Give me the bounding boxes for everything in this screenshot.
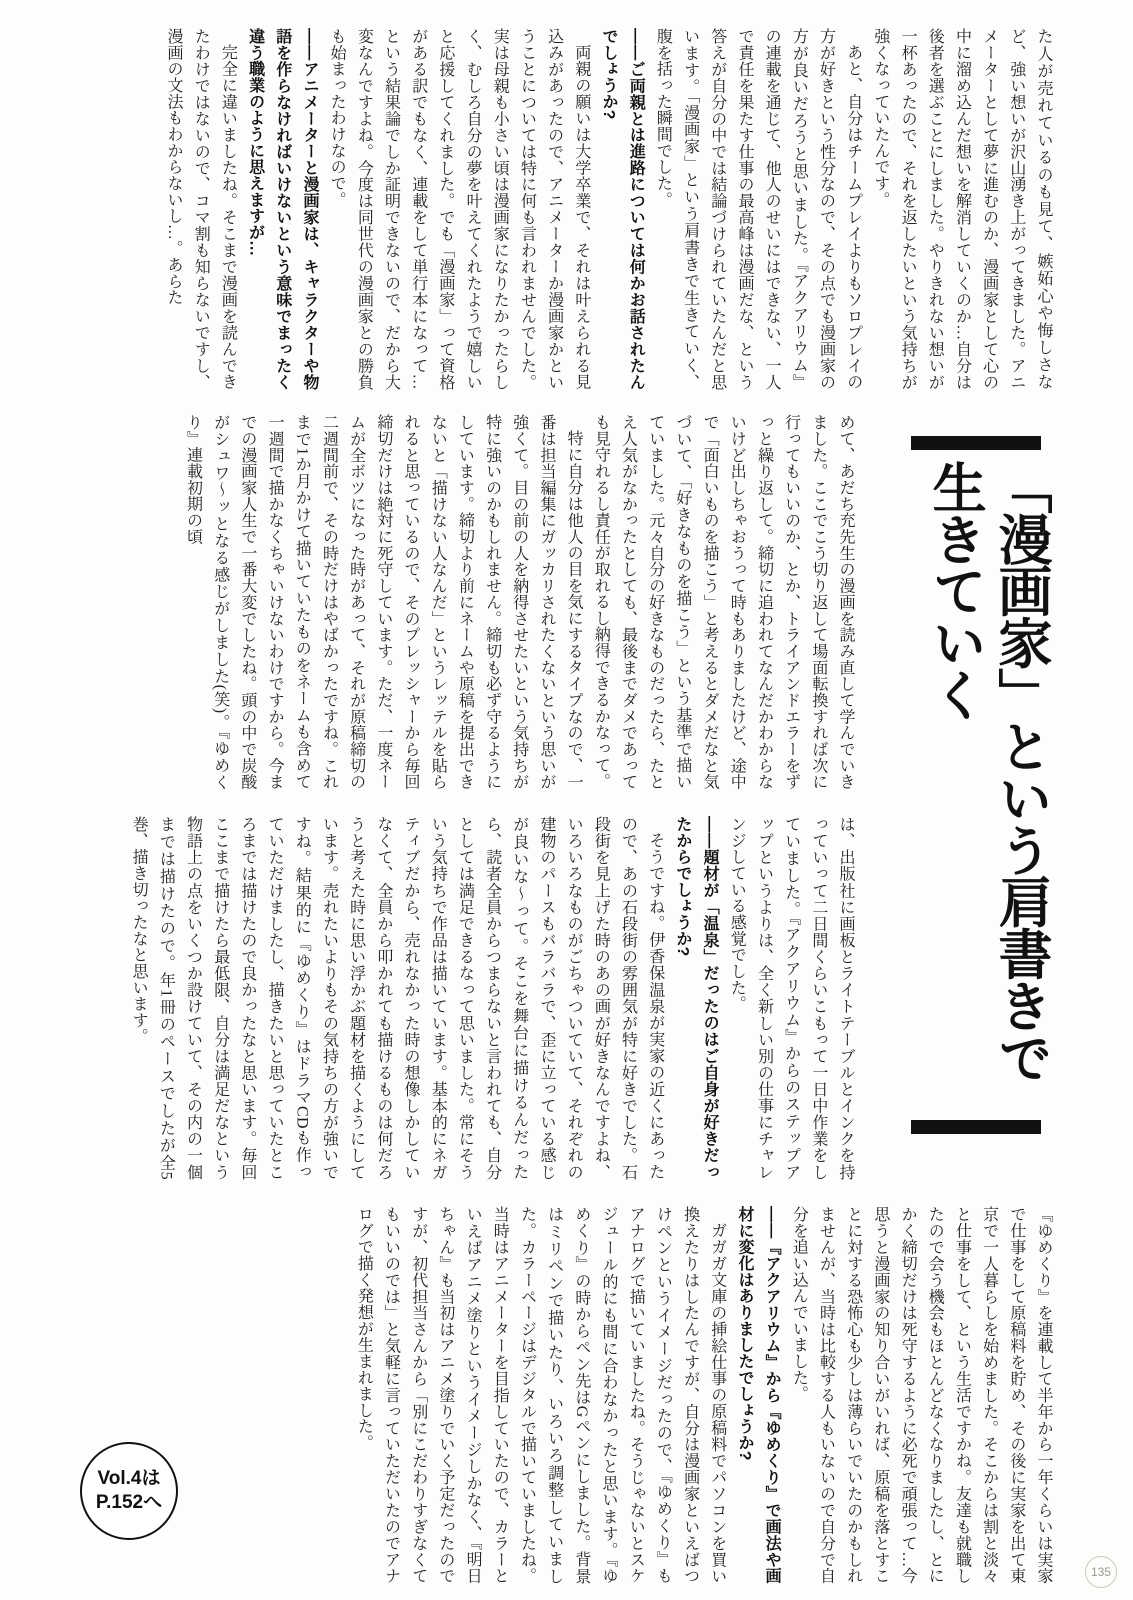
interview-answer: 『ゆめくり』を連載して半年から一年くらいは実家で仕事をして原稿料を貯め、その後に実家を出て東京で一人暮らしを始めました。そこからは割と淡々と仕事をして、という生活ですかね。友達も就職したので会う機会もほとんどなくなりましたし、とにかく締切だけは死守するように必死で頑張って…今思うと漫画家の知り合いがいれば、原稿を落とすことに対する恐怖心も少しは薄らいでいたのかもしれませんが、当時は比較する人もいないので自分で自分を追い込んでいました。 [790, 1206, 1052, 1584]
interview-answer: そうですね。伊香保温泉が実家の近くにあったので、あの石段街の雰囲気が特に好きでした。石段街を見上げた時のあの画が好きなんですよね、いろいろなものがごちゃついていて、それぞれの建物のパースもバラバラで、歪に立っている感じが良いな〜って。そこを舞台に描けるんだったら、読者全員からつまらないと言われても、自分としては満足できるなって思いました。常にそういう気持ちで作品は描いています。基本的にネガティブだから、売れなかった時の想像しかしていなくて、全員から叩かれても描けるものは何だろうと考えた時に思い浮かぶ題材を描くようにしています。売れたいよりもその気持ちの方が強いですね。結果的に『ゆめくり』はドラマCDも作っていただけましたし、描きたいと思っていたところまでは描けたので良かったなと思います。毎回ここまで描けたら最低限、自分は満足だなという物語上の点をいくつか設けていて、その内の一個までは描けたので。年1冊のペースでしたが全5巻、描き切ったなと思います。 [130, 816, 664, 1180]
next-volume-page-ref: P.152へ [95, 1492, 163, 1513]
interview-question: ――ご両親とは進路については何かお話されたんでしょうか? [600, 28, 645, 390]
next-volume-badge [80, 1442, 178, 1540]
article-band-third [78, 816, 859, 1180]
headline-block [859, 414, 1057, 1156]
page-title [921, 460, 1053, 1082]
interview-answer: 両親の願いは大学卒業で、それは叶えられる見込みがあったので、アニメーターか漫画家かということについては特に何も言われませんでした。実は母親も小さい頃は漫画家になりたかったらしく、むしろ自分の夢を叶えてくれたようで嬉しいと応援してくれました。でも「漫画家」って資格がある訳でもなく、連載をして単行本になって…という結果論でしか証明できないので、だから大変なんですよね。今度は同世代の漫画家との勝負も始まったわけなので。 [328, 28, 590, 390]
interview-answer: は、出版社に画板とライトテーブルとインクを持っていって二日間くらいこもって一日中作業をしていました。『アクアリウム』からのステップアップというよりは、全く新しい別の仕事にチャレンジしている感覚でした。 [728, 816, 854, 1180]
next-volume-label: Vol.4は [97, 1468, 161, 1490]
article-band-bottom [78, 1206, 1057, 1584]
interview-answer: た人が売れているのも見て、嫉妬心や悔しさなど、強い想いが沢山湧き上がってきました。アニメーターとして夢に進むのか、漫画家として心の中に溜め込んだ想いを解消していくのか…自分は後者を選ぶことにしました。やりきれない想いが一杯あったので、それを返したいという気持ちが強くなっていたんです。 [871, 28, 1052, 390]
headline-bottom-rule [911, 1120, 1041, 1134]
article-content [78, 28, 1057, 1584]
page-title-line-2: 生きていく [925, 460, 986, 720]
interview-question: ――『アクアリウム』から『ゆめくり』で画法や画材に変化はありましたでしょうか? [735, 1206, 781, 1584]
article-band-second [78, 414, 859, 790]
interview-answer: ガガガ文庫の挿絵仕事の原稿料でパソコンを買い換えたりはしたんですが、自分は漫画家といえばつけペンというイメージだったので、『ゆめくり』もアナログで描いていましたね。そうじゃないとスケジュール的にも間に合わなかったと思います。『ゆめくり』の時からペン先はGペンにしました。背景はミリペンで描いたり、いろいろ調整していました。カラーページはデジタルで描いていましたね。当時はアニメーターを目指していたので、カラーといえばアニメ塗りというイメージしかなく、『明日ちゃん』も当初はアニメ塗りでいく予定だったのですが、初代担当さんから「別にこだわりすぎなくてもいいのでは」と気軽に言っていただいたのでアナログで描く発想が生まれました。 [355, 1206, 726, 1584]
page-title-line-1: 「漫画家」という肩書きで [991, 460, 1051, 1083]
interview-question: ――アニメーターと漫画家は、キャラクターや物語を作らなければいけないという意味でまったく違う職業のように思えますが… [246, 28, 318, 390]
article-band-top [78, 28, 1057, 390]
article-middle-section [78, 414, 1057, 1180]
interview-answer: 完全に違いましたね。そこまで漫画を読んできたわけではないので、コマ割も知らないですし、漫画の文法もわからないし…。あらた [165, 28, 237, 390]
interview-answer: めて、あだち充先生の漫画を読み直して学んでいきました。ここでこう切り返して場面転換すれば次に行ってもいいのか、とか、トライアンドエラーをずっと繰り返して。締切に追われてなんだかわからないけど出しちゃおうって時もありましたけど、途中で「面白いものを描こう」と考えるとダメだなと気づいて、「好きなものを描こう」という基準で描いていました。元々自分の好きなものだったら、たとえ人気がなかったとしても、最後までダメであっても見守れるし責任が取れるし納得できるかなって。 [592, 414, 854, 790]
headline-top-rule [911, 436, 1041, 450]
page-number: 135 [1085, 1556, 1117, 1588]
interview-question: ――題材が「温泉」だったのはご自身が好きだったからでしょうか? [673, 816, 719, 1180]
interview-answer: あと、自分はチームプレイよりもソロプレイの方が好きという性分なので、その点でも漫画家の方が良いだろうと思いました。『アクアリウム』の連載を通じて、他人のせいにはできない、一人で責任を果たす仕事の最高峰は漫画だな、という答えが自分の中では結論づけられていたんだと思います。「漫画家」という肩書きで生きていく、腹を括った瞬間でした。 [654, 28, 862, 390]
article-middle-text [78, 414, 859, 1180]
interview-answer: 特に自分は他人の目を気にするタイプなので、一番は担当編集にガッカリされたくないという思いが強くて。目の前の人を納得させたいという気持ちが特に強いのかもしれません。締切も必ず守るようにしています。締切より前にネームや原稿を提出できないと「描けない人なんだ」というレッテルを貼られると思っているので、そのプレッシャーから毎回締切だけは絶対に死守しています。ただ、一度ネームが全ボツになった時があって、それが原稿締切の二週間前で、その時だけはやばかったですね。これまで1か月かけて描いていたものをネームも含めて一週間で描かなくちゃいけないわけですから。今までの漫画家人生で一番大変でしたね。頭の中で炭酸がシュワ〜ッとなる感じがしました(笑)。『ゆめくり』連載初期の頃 [184, 414, 583, 790]
